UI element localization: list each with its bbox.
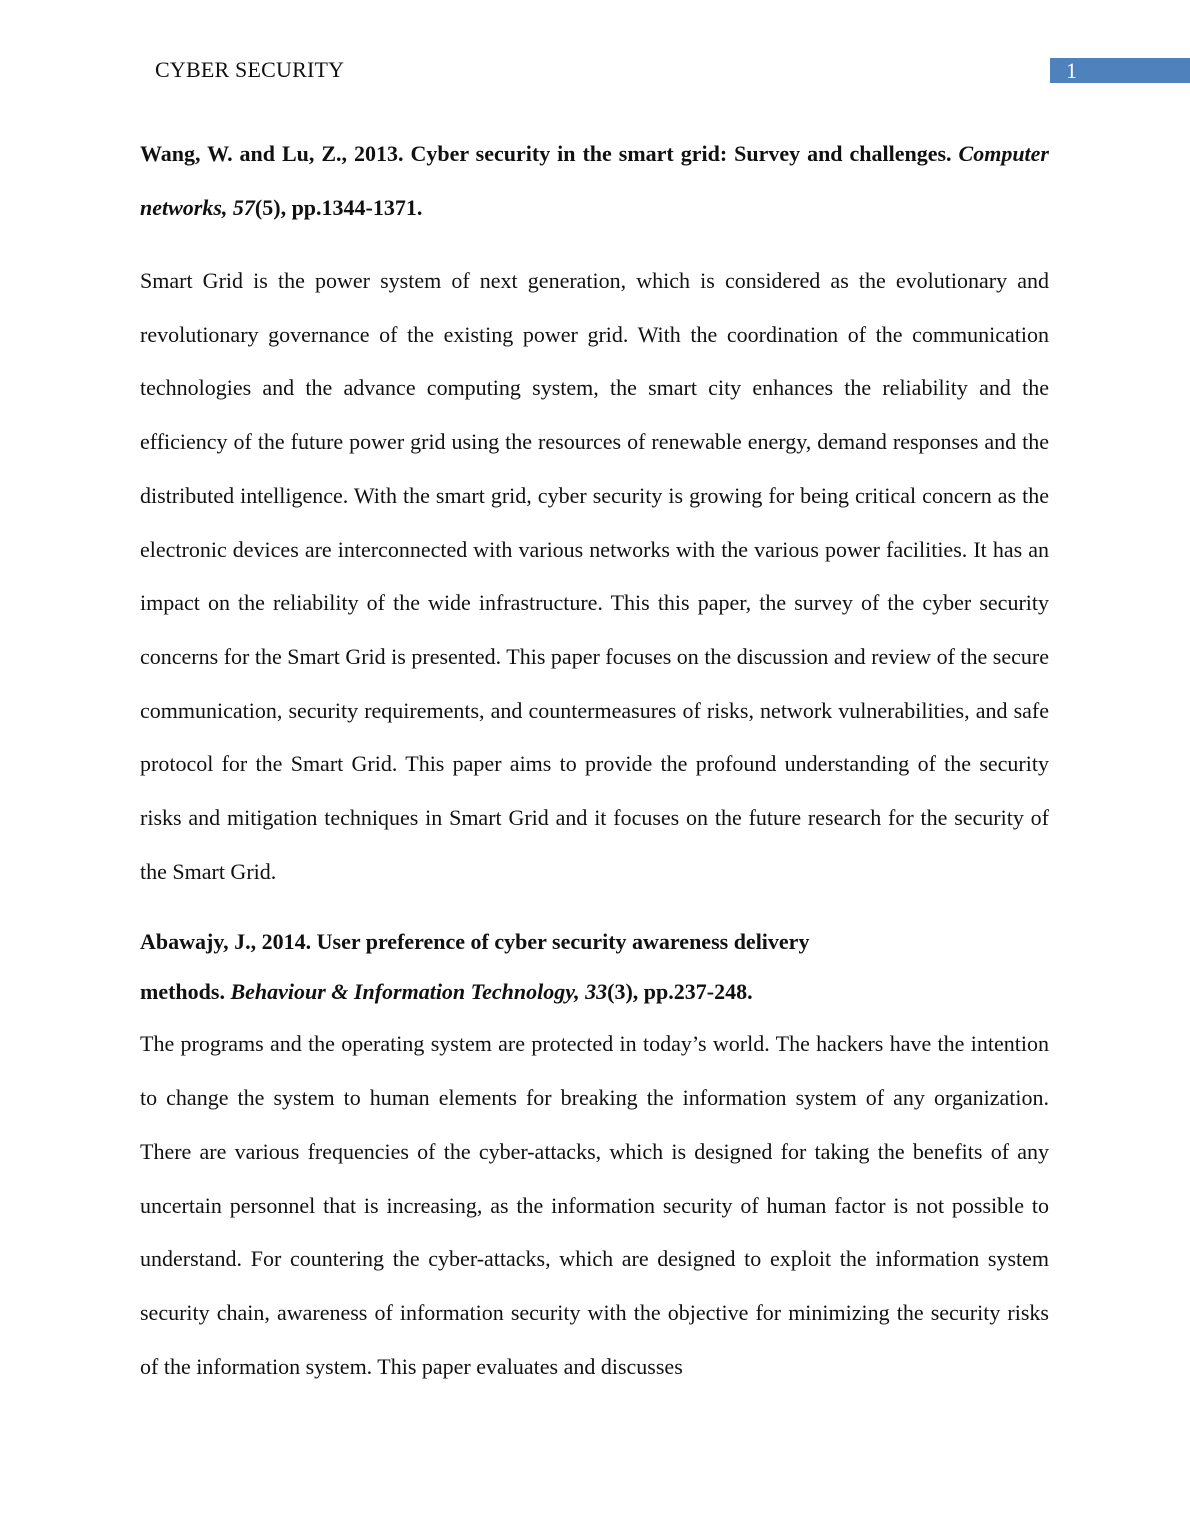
citation-volume: 33 — [585, 979, 608, 1005]
citation-journal: Computer networks — [140, 141, 1049, 220]
page-number: 1 — [1066, 58, 1077, 83]
citation-separator: , — [221, 195, 233, 220]
citation-authors-title: Abawajy, J., 2014. User preference of cyber security awareness delivery — [140, 929, 810, 955]
citation-issue-pages: (3), pp.237-248. — [607, 979, 753, 1005]
citation-issue-pages: (5), pp.1344-1371. — [254, 195, 423, 220]
citation-separator: , — [574, 979, 586, 1005]
reference-citation — [140, 127, 1049, 235]
citation-volume: 57 — [232, 195, 255, 220]
document-body — [140, 127, 1049, 1393]
reference-citation — [140, 917, 1049, 1017]
page-number-box — [1050, 58, 1190, 83]
citation-authors-title: Wang, W. and Lu, Z., 2013. Cyber security in the smart grid: Survey and challenges. — [140, 141, 959, 166]
reference-summary: Smart Grid is the power system of next generation, which is considered as the evolutionary and revolutionary governance of the existing power grid. With the coordination of the communication technologies and the advance computing system, the smart city enhances the reliability and the efficiency of the future power grid using the resources of renewable energy, demand responses and the distributed intelligence. With the smart grid, cyber security is growing for being critical concern as the electronic devices are interconnected with various networks with the various power facilities. It has an impact on the reliability of the wide infrastructure. This this paper, the survey of the cyber security concerns for the Smart Grid is presented. This paper focuses on the discussion and review of the secure communication, security requirements, and countermeasures of risks, network vulnerabilities, and safe protocol for the Smart Grid. This paper aims to provide the profound understanding of the security risks and mitigation techniques in Smart Grid and it focuses on the future research for the security of the Smart Grid. — [140, 268, 1049, 884]
citation-journal: Behaviour & Information Technology — [230, 979, 575, 1005]
citation-title-end: methods. — [140, 979, 231, 1005]
running-head: CYBER SECURITY — [155, 57, 345, 82]
reference-summary: The programs and the operating system are protected in today’s world. The hackers have the intention to change the system to human elements for breaking the information system of any organization. There are various frequencies of the cyber-attacks, which is designed for taking the benefits of any uncertain personnel that is increasing, as the information security of human factor is not possible to understand. For countering the cyber-attacks, which are designed to exploit the information system security chain, awareness of information security with the objective for minimizing the security risks of the information system. This paper evaluates and discusses — [140, 1031, 1049, 1379]
